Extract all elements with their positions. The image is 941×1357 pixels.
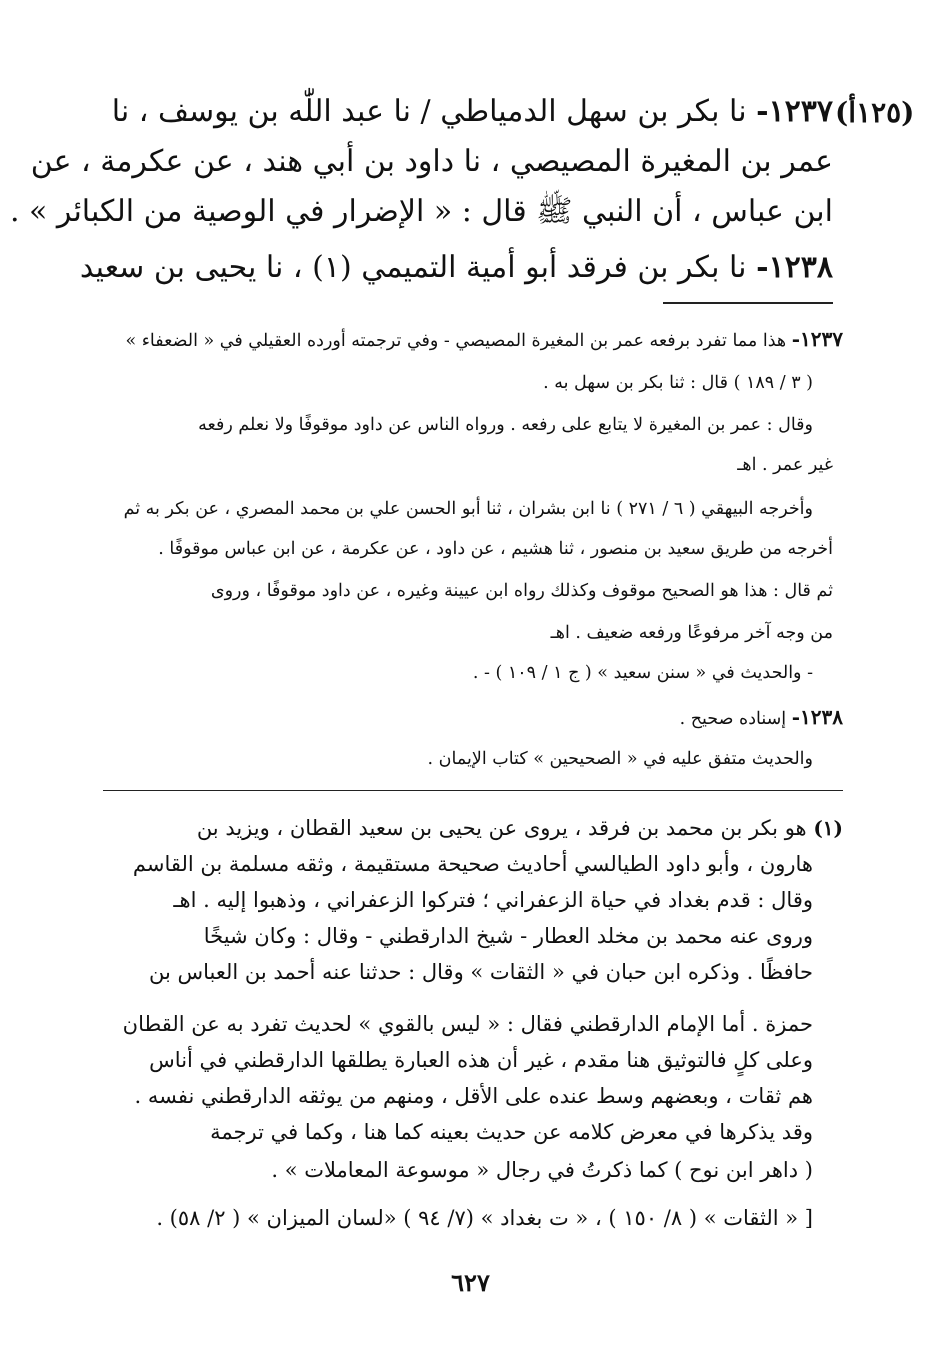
note-1237-line-4: غير عمر . اهـ [737, 455, 833, 475]
footnote-line-5: حافظًا . وذكره ابن حبان في « الثقات » وقال : حدثنا عنه أحمد بن العباس بن [148, 960, 813, 984]
footnote-line-1 [197, 812, 843, 844]
note-1237-line-9: - والحديث في « سنن سعيد » ( ج ١ / ١٠٩ ) - . [472, 663, 813, 683]
hadith-1237-line-1 [113, 92, 833, 132]
footnote-line-6: حمزة . أما الإمام الدارقطني فقال : « ليس بالقوي » لحديث تفرد به عن القطان [122, 1012, 813, 1036]
hadith-1237-line-3: ابن عباس ، أن النبي ﷺ قال : « الإضرار في الوصية من الكبائر » . [9, 194, 833, 229]
note-1237-line-1 [125, 326, 843, 354]
footnote-line-11: [ « الثقات » ( ٨/ ١٥٠ ) ، « ت بغداد » (٧/ ٩٤ ) «لسان الميزان » ( ٢/ ٥٨) . [156, 1206, 813, 1230]
manuscript-folio-ref: (١٢٥أ) [835, 96, 915, 129]
notes-divider [663, 302, 833, 304]
footnote-text: هو بكر بن محمد بن فرقد ، يروى عن يحيى بن سعيد القطان ، ويزيد بن [196, 816, 807, 840]
note-text: إسناده صحيح . [679, 709, 787, 729]
footnote-divider [103, 790, 843, 791]
note-1237-line-8: من وجه آخر مرفوعًا ورفعه ضعيف . اهـ [550, 623, 833, 643]
note-number: ١٢٣٧- [791, 327, 843, 351]
footnote-number: (١) [813, 816, 843, 840]
note-text: هذا مما تفرد برفعه عمر بن المغيرة المصيصي - وفي ترجمته أورده العقيلي في « الضعفاء » [125, 331, 787, 351]
footnote-line-10: ( داهر ابن نوح ) كما ذكرتُ في رجال « موسوعة المعاملات » . [271, 1158, 813, 1182]
footnote-line-9: وقد يذكرها في معرض كلامه عن حديث بعينه كما هنا ، وكما في ترجمة [210, 1120, 813, 1144]
hadith-text: نا بكر بن سهل الدمياطي / نا عبد اللّٰه بن يوسف ، نا [111, 94, 747, 129]
hadith-text: نا بكر بن فرقد أبو أمية التميمي (١) ، نا يحيى بن سعيد [79, 250, 747, 285]
note-1237-line-5: وأخرجه البيهقي ( ٦ / ٢٧١ ) نا ابن بشران ، ثنا أبو الحسن علي بن محمد المصري ، عن بكر به ثم [123, 499, 813, 519]
hadith-1238-line-1 [79, 248, 833, 288]
note-1237-line-7: ثم قال : هذا هو الصحيح موقوف وكذلك رواه ابن عيينة وغيره ، عن داود موقوفًا ، وروى [210, 581, 833, 601]
note-number: ١٢٣٨- [791, 705, 843, 729]
hadith-1237-line-2: عمر بن المغيرة المصيصي ، نا داود بن أبي هند ، عن عكرمة ، عن [30, 144, 833, 179]
footnote-line-8: هم ثقات ، وبعضهم وسط عنده على الأقل ، ومنهم من يوثقه الدارقطني نفسه . [134, 1084, 813, 1108]
note-1238-line-2: والحديث متفق عليه في « الصحيحين » كتاب الإيمان . [427, 749, 813, 769]
page-number: ٦٢٧ [451, 1268, 490, 1297]
hadith-number: ١٢٣٧- [756, 94, 833, 129]
hadith-number: ١٢٣٨- [756, 250, 833, 285]
footnote-line-4: وروى عنه محمد بن مخلد العطار - شيخ الدارقطني - وقال : وكان شيخًا [203, 924, 813, 948]
note-1238-line-1 [680, 704, 843, 732]
note-1237-line-2: ( ٣ / ١٨٩ ) قال : ثنا بكر بن سهل به . [543, 373, 813, 393]
note-1237-line-6: أخرجه من طريق سعيد بن منصور ، ثنا هشيم ، عن داود ، عن عكرمة ، عن ابن عباس موقوفًا . [158, 539, 833, 559]
footnote-line-7: وعلى كلٍ فالتوثيق هنا مقدم ، غير أن هذه العبارة يطلقها الدارقطني في أناس [149, 1048, 813, 1072]
footnote-line-2: هارون ، وأبو داود الطيالسي أحاديث صحيحة مستقيمة ، وثقه مسلمة بن القاسم [132, 852, 813, 876]
note-1237-line-3: وقال : عمر بن المغيرة لا يتابع على رفعه . ورواه الناس عن داود موقوفًا ولا نعلم رفعه [198, 415, 813, 435]
footnote-line-3: وقال : قدم بغداد في حياة الزعفراني ؛ فتركوا الزعفراني ، وذهبوا إليه . اهـ [173, 888, 813, 912]
